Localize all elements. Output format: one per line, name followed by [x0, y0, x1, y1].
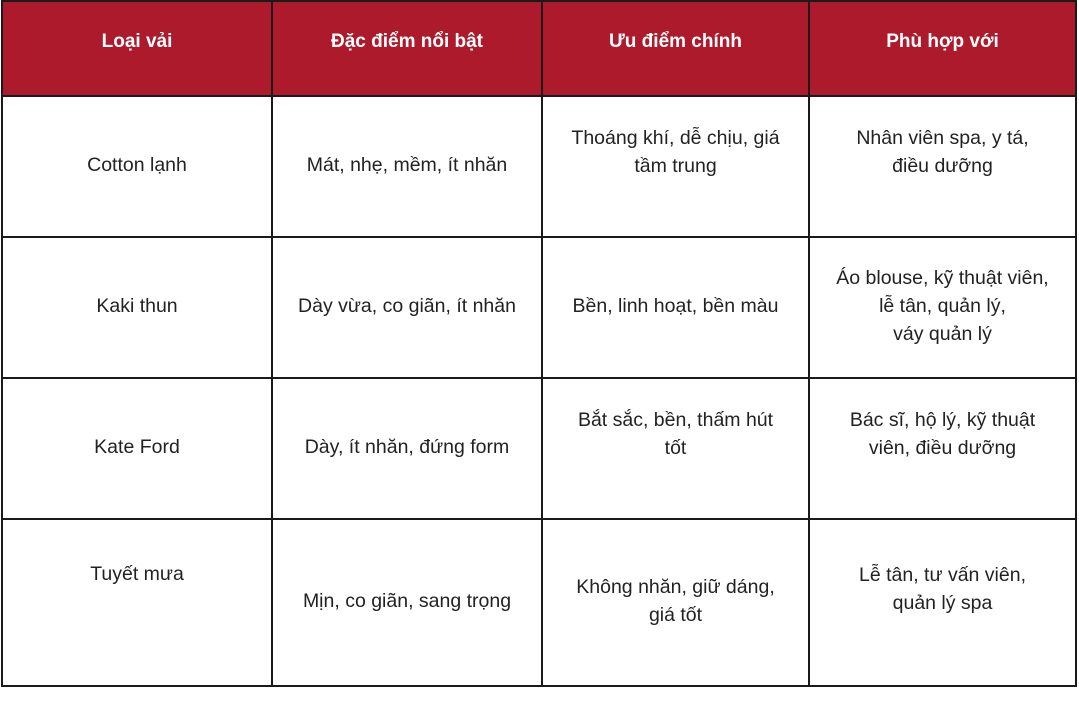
- header-row: [2, 1, 1076, 96]
- header-advantages: Ưu điểm chính: [542, 1, 809, 96]
- cell-advantages: Không nhăn, giữ dáng, giá tốt: [542, 519, 809, 686]
- cell-suitable-for: Bác sĩ, hộ lý, kỹ thuật viên, điều dưỡng: [809, 378, 1076, 519]
- table-row: [2, 378, 1076, 519]
- cell-features: Dày, ít nhăn, đứng form: [272, 378, 542, 519]
- table-header: [2, 1, 1076, 96]
- cell-suitable-for: Áo blouse, kỹ thuật viên, lễ tân, quản lý, váy quản lý: [809, 237, 1076, 378]
- table-row: [2, 519, 1076, 686]
- header-fabric-type: Loại vải: [2, 1, 272, 96]
- fabric-comparison-table: [1, 0, 1077, 687]
- cell-advantages: Thoáng khí, dễ chịu, giá tầm trung: [542, 96, 809, 237]
- table-row: [2, 237, 1076, 378]
- cell-features: Mịn, co giãn, sang trọng: [272, 519, 542, 686]
- cell-advantages: Bền, linh hoạt, bền màu: [542, 237, 809, 378]
- cell-fabric: Tuyết mưa: [2, 519, 272, 686]
- cell-fabric: Kaki thun: [2, 237, 272, 378]
- cell-suitable-for: Nhân viên spa, y tá, điều dưỡng: [809, 96, 1076, 237]
- cell-features: Dày vừa, co giãn, ít nhăn: [272, 237, 542, 378]
- table-row: [2, 96, 1076, 237]
- cell-advantages: Bắt sắc, bền, thấm hút tốt: [542, 378, 809, 519]
- cell-features: Mát, nhẹ, mềm, ít nhăn: [272, 96, 542, 237]
- table-body: [2, 96, 1076, 686]
- header-suitable-for: Phù hợp với: [809, 1, 1076, 96]
- cell-fabric: Kate Ford: [2, 378, 272, 519]
- header-features: Đặc điểm nổi bật: [272, 1, 542, 96]
- cell-suitable-for: Lễ tân, tư vấn viên, quản lý spa: [809, 519, 1076, 686]
- cell-fabric: Cotton lạnh: [2, 96, 272, 237]
